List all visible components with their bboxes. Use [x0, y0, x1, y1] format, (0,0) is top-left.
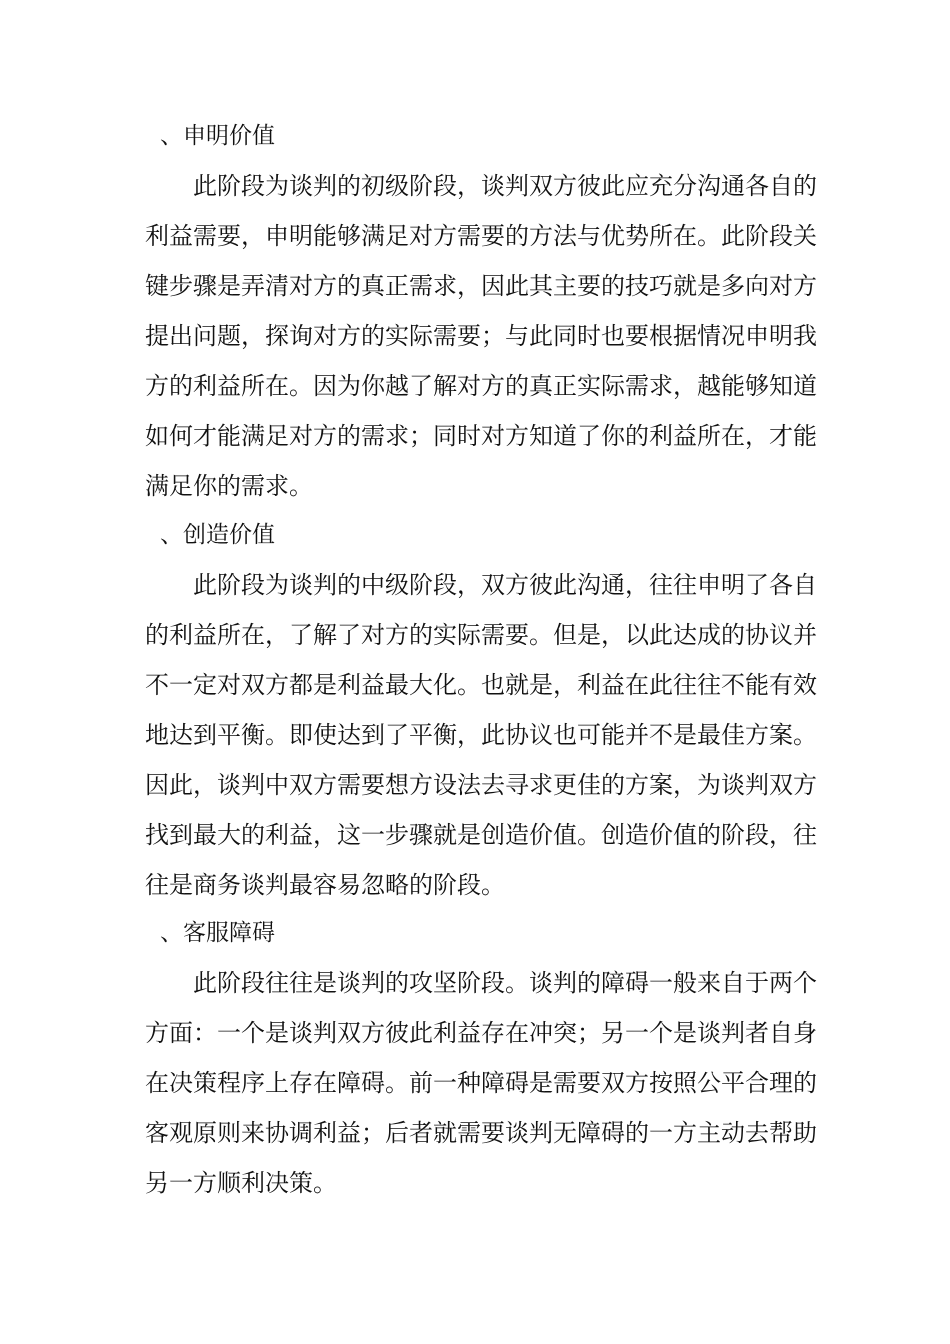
section-paragraph-declare-value	[145, 161, 817, 511]
paragraph-line: 客观原则来协调利益；后者就需要谈判无障碍的一方主动去帮助	[145, 1119, 817, 1147]
paragraph-line: 方面：一个是谈判双方彼此利益存在冲突；另一个是谈判者自身	[145, 1019, 817, 1047]
paragraph-line: 另一方顺利决策。	[145, 1169, 337, 1197]
paragraph-line: 满足你的需求。	[145, 472, 313, 500]
paragraph-line: 的利益所在，了解了对方的实际需要。但是，以此达成的协议并	[145, 621, 817, 649]
section-paragraph-create-value	[145, 560, 817, 910]
paragraph-line: 利益需要，申明能够满足对方需要的方法与优势所在。此阶段关	[145, 222, 817, 250]
paragraph-line: 此阶段往往是谈判的攻坚阶段。谈判的障碍一般来自于两个	[193, 969, 817, 997]
section-heading-create-value: 、创造价值	[160, 522, 275, 548]
paragraph-line: 此阶段为谈判的初级阶段，谈判双方彼此应充分沟通各自的	[193, 172, 817, 200]
paragraph-line: 方的利益所在。因为你越了解对方的真正实际需求，越能够知道	[145, 372, 817, 400]
paragraph-line: 在决策程序上存在障碍。前一种障碍是需要双方按照公平合理的	[145, 1069, 817, 1097]
paragraph-line: 如何才能满足对方的需求；同时对方知道了你的利益所在，才能	[145, 422, 817, 450]
section-heading-overcome-obstacles: 、客服障碍	[160, 920, 275, 946]
paragraph-line: 提出问题，探询对方的实际需要；与此同时也要根据情况申明我	[145, 322, 817, 350]
paragraph-line: 因此，谈判中双方需要想方设法去寻求更佳的方案，为谈判双方	[145, 771, 817, 799]
section-paragraph-overcome-obstacles	[145, 958, 817, 1208]
paragraph-line: 键步骤是弄清对方的真正需求，因此其主要的技巧就是多向对方	[145, 272, 817, 300]
paragraph-line: 不一定对双方都是利益最大化。也就是，利益在此往往不能有效	[145, 671, 817, 699]
section-heading-declare-value: 、申明价值	[160, 123, 275, 149]
paragraph-line: 往是商务谈判最容易忽略的阶段。	[145, 871, 505, 899]
paragraph-line: 找到最大的利益，这一步骤就是创造价值。创造价值的阶段，往	[145, 821, 817, 849]
paragraph-line: 地达到平衡。即使达到了平衡，此协议也可能并不是最佳方案。	[145, 721, 817, 749]
paragraph-line: 此阶段为谈判的中级阶段，双方彼此沟通，往往申明了各自	[193, 571, 817, 599]
